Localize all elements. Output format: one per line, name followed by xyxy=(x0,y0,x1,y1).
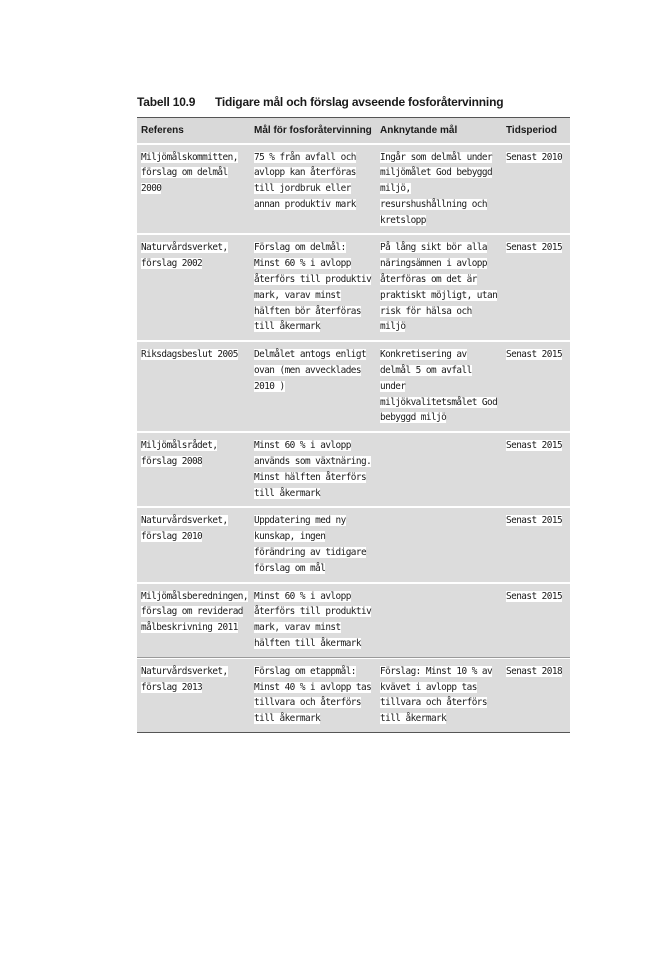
cell-period xyxy=(502,658,570,733)
cell-period xyxy=(502,144,570,235)
cell-text: På lång sikt bör alla näringsämnen i avlopp återföras om det är praktiskt möjligt, utan risk för hälsa och miljö xyxy=(380,242,498,333)
cell-text: Minst 60 % i avlopp används som växtnäring. Minst hälften återförs till åkermark xyxy=(254,440,372,499)
cell-text: Uppdatering med ny kunskap, ingen förändring av tidigare förslag om mål xyxy=(254,515,367,574)
cell-reference xyxy=(137,234,250,341)
table-caption xyxy=(137,95,577,109)
cell-period xyxy=(502,507,570,582)
cell-goal xyxy=(250,341,376,432)
cell-goal xyxy=(250,234,376,341)
cell-reference xyxy=(137,432,250,507)
cell-goal xyxy=(250,507,376,582)
table-number: Tabell 10.9 xyxy=(137,95,196,109)
cell-reference xyxy=(137,341,250,432)
table-title: Tidigare mål och förslag avseende fosforåtervinning xyxy=(215,95,504,109)
cell-reference xyxy=(137,658,250,733)
cell-text: Förslag: Minst 10 % av kvävet i avlopp tas tillvara och återförs till åkermark xyxy=(380,665,493,725)
header-anknytande-mal: Anknytande mål xyxy=(376,118,502,144)
cell-reference xyxy=(137,507,250,582)
cell-period xyxy=(502,583,570,658)
cell-goal xyxy=(250,658,376,733)
cell-text: Senast 2018 xyxy=(506,665,563,677)
cell-text: Naturvårdsverket, förslag 2013 xyxy=(141,665,228,693)
footer-divider xyxy=(137,657,570,658)
header-referens: Referens xyxy=(137,118,250,144)
cell-reference xyxy=(137,583,250,658)
cell-text: Miljömålskommitten, förslag om delmål 2000 xyxy=(141,151,238,195)
cell-text: Senast 2010 xyxy=(506,151,563,163)
cell-period xyxy=(502,341,570,432)
header-tidsperiod: Tidsperiod xyxy=(502,118,570,144)
phosphorus-goals-table xyxy=(137,117,570,733)
cell-reference xyxy=(137,144,250,235)
cell-related xyxy=(376,658,502,733)
cell-text: Senast 2015 xyxy=(506,440,563,452)
cell-text: Miljömålsrådet, förslag 2008 xyxy=(141,440,218,468)
table-row xyxy=(137,507,570,582)
cell-related xyxy=(376,507,502,582)
cell-text: Senast 2015 xyxy=(506,590,563,602)
cell-text: Naturvårdsverket, förslag 2010 xyxy=(141,515,228,543)
table-row xyxy=(137,658,570,733)
header-mal: Mål för fosforåtervinning xyxy=(250,118,376,144)
table-header-row xyxy=(137,118,570,144)
cell-text: Riksdagsbeslut 2005 xyxy=(141,349,238,361)
cell-text: Ingår som delmål under miljömålet God bebyggd miljö, resurshushållning och kretslopp xyxy=(380,151,493,226)
cell-goal xyxy=(250,583,376,658)
cell-period xyxy=(502,234,570,341)
cell-related xyxy=(376,144,502,235)
cell-related xyxy=(376,234,502,341)
cell-text: 75 % från avfall och avlopp kan återföras till jordbruk eller annan produktiv mark xyxy=(254,151,356,210)
cell-goal xyxy=(250,144,376,235)
cell-text: Naturvårdsverket, förslag 2002 xyxy=(141,242,228,270)
cell-related xyxy=(376,583,502,658)
table-row xyxy=(137,583,570,658)
cell-text: Konkretisering av delmål 5 om avfall under miljökvalitetsmålet God bebyggd miljö xyxy=(380,349,498,424)
cell-text: Senast 2015 xyxy=(506,349,563,361)
cell-text: Minst 60 % i avlopp återförs till produktiv mark, varav minst hälften till åkermark xyxy=(254,590,372,650)
cell-related xyxy=(376,432,502,507)
cell-text: Miljömålsberedningen, förslag om reviderad målbeskrivning 2011 xyxy=(141,590,248,634)
cell-goal xyxy=(250,432,376,507)
table-row xyxy=(137,234,570,341)
cell-text: Förslag om etappmål: Minst 40 % i avlopp tas tillvara och återförs till åkermark xyxy=(254,665,372,725)
table-row xyxy=(137,432,570,507)
cell-text: Senast 2015 xyxy=(506,515,563,527)
cell-period xyxy=(502,432,570,507)
cell-text: Senast 2015 xyxy=(506,242,563,254)
table-row xyxy=(137,144,570,235)
cell-related xyxy=(376,341,502,432)
cell-text: Delmålet antogs enligt ovan (men avvecklades 2010 ) xyxy=(254,349,367,392)
table-row xyxy=(137,341,570,432)
cell-text: Förslag om delmål: Minst 60 % i avlopp återförs till produktiv mark, varav minst hälften bör återföras till åkermark xyxy=(254,242,372,333)
